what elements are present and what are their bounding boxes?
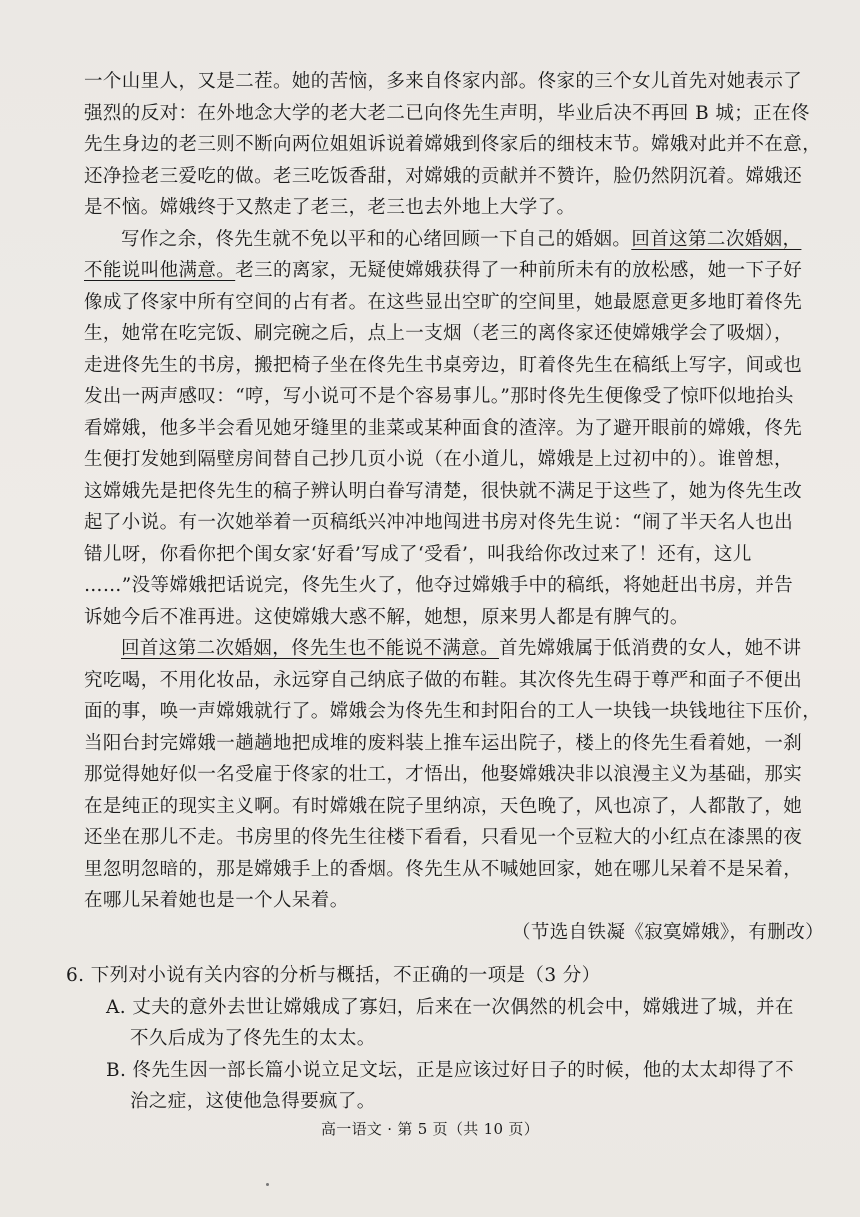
passage-line: ……”没等嫦娥把话说完，佟先生火了，他夺过嫦娥手中的稿纸，将她赶出书房，并告 — [84, 575, 794, 596]
passage-line: 生，她常在吃完饭、刷完碗之后，点上一支烟（老三的离佟家还使嫦娥学会了吸烟）， — [84, 323, 793, 344]
passage-line: 发出一两声感叹：“哼，写小说可不是个容易事儿。”那时佟先生便像受了惊吓似地抬头 — [84, 386, 794, 407]
passage-line: 在哪儿呆着她也是一个人呆着。 — [84, 890, 349, 911]
passage-line: 走进佟先生的书房，搬把椅子坐在佟先生书桌旁边，盯着佟先生在稿纸上写字，间或也 — [84, 354, 803, 376]
option-b: B. 佟先生因一部长篇小说立足文坛，正是应该过好日子的时候，他的太太却得了不 — [106, 1059, 795, 1081]
passage-line: 究吃喝，不用化妆品，永远穿自己纳底子做的布鞋。其次佟先生碍于尊严和面子不便出 — [84, 669, 803, 691]
underlined-sentence: 回首这第二次婚姻， — [631, 228, 802, 250]
question-6 — [66, 960, 826, 1118]
passage-line: 看嫦娥，他多半会看见她牙缝里的韭菜或某种面食的渣滓。为了避开眼前的嫦娥，佟先 — [84, 417, 803, 439]
passage-line: 诉她今后不准再进。这使嫦娥大惑不解，她想，原来男人都是有脾气的。 — [84, 606, 689, 628]
passage-text: 写作之余，佟先生就不免以平和的心绪回顾一下自己的婚姻。 — [121, 228, 632, 250]
passage-line: 还坐在那儿不走。书房里的佟先生往楼下看看，只看见一个豆粒大的小红点在漆黑的夜 — [84, 827, 803, 848]
paragraph-3-first-line — [84, 633, 826, 665]
passage-line: 这嫦娥先是把佟先生的稿子辨认明白眷写清楚，很快就不满足于这些了，她为佟先生改 — [84, 480, 803, 502]
scan-speck — [266, 1183, 269, 1186]
passage-line: 像成了佟家中所有空间的占有者。在这些显出空旷的空间里，她最愿意更多地盯着佟先 — [84, 291, 803, 313]
passage-source: （节选自铁凝《寂寞嫦娥》，有删改） — [511, 921, 824, 943]
option-a-continued: 不久后成为了佟先生的太太。 — [130, 1028, 376, 1049]
passage-line: 还净捡老三爱吃的做。老三吃饭香甜，对嫦娥的贡献并不赞许，脸仍然阴沉着。嫦娥还 — [84, 165, 803, 187]
passage-line: 在是纯正的现实主义啊。有时嫦娥在院子里纳凉，天色晚了，风也凉了，人都散了，她 — [84, 795, 803, 817]
page-footer: 高一语文 · 第 5 页（共 10 页） — [320, 1120, 539, 1138]
reading-passage — [84, 66, 826, 948]
passage-line: 强烈的反对：在外地念大学的老大老二已向佟先生声明，毕业后决不再回 B 城；正在佟 — [84, 102, 810, 124]
passage-line: 错儿呀，你看你把个闺女家‘好看’写成了‘受看’，叫我给你改过来了！还有，这儿 — [84, 543, 752, 565]
passage-line: 一个山里人，又是二茬。她的苦恼，多来自佟家内部。佟家的三个女儿首先对她表示了 — [84, 71, 803, 92]
passage-line: 里忽明忽暗的，那是嫦娥手上的香烟。佟先生从不喊她回家，她在哪儿呆着不是呆着， — [84, 858, 803, 880]
passage-line: 面的事，唤一声嫦娥就行了。嫦娥会为佟先生和封阳台的工人一块钱一块钱地往下压价， — [84, 701, 822, 722]
option-a: A. 丈夫的意外去世让嫦娥成了寡妇，后来在一次偶然的机会中，嫦娥进了城，并在 — [106, 996, 794, 1018]
passage-line: 是不恼。嫦娥终于又熬走了老三，老三也去外地上大学了。 — [84, 197, 576, 218]
question-stem: 6. 下列对小说有关内容的分析与概括，不正确的一项是（3 分） — [66, 965, 601, 986]
passage-line: 生便打发她到隔壁房间替自己抄几页小说（在小道儿，嫦娥是上过初中的）。谁曾想， — [84, 449, 793, 470]
passage-text: 老三的离家，无疑使嫦娥获得了一种前所未有的放松感，她一下子好 — [235, 260, 803, 281]
passage-line — [84, 255, 826, 287]
option-b-continued: 治之症，这使他急得要疯了。 — [130, 1091, 376, 1112]
passage-text: 首先嫦娥属于低消费的女人，她不讲 — [499, 638, 802, 659]
passage-line: 起了小说。有一次她举着一页稿纸兴冲冲地闯进书房对佟先生说：“闹了半天名人也出 — [84, 512, 794, 533]
passage-line: 先生身边的老三则不断向两位姐姐诉说着嫦娥到佟家后的细枝末节。嫦娥对此并不在意， — [84, 134, 822, 155]
passage-line: 那觉得她好似一名受雇于佟家的壮工，才悟出，他娶嫦娥决非以浪漫主义为基础，那实 — [84, 764, 803, 785]
passage-line: 当阳台封完嫦娥一趟趟地把成堆的废料装上推车运出院子，楼上的佟先生看着她，一刹 — [84, 732, 803, 754]
underlined-sentence: 回首这第二次婚姻，佟先生也不能说不满意。 — [121, 638, 500, 659]
underlined-sentence: 不能说叫他满意。 — [84, 260, 236, 281]
paragraph-2-first-line — [84, 224, 826, 256]
